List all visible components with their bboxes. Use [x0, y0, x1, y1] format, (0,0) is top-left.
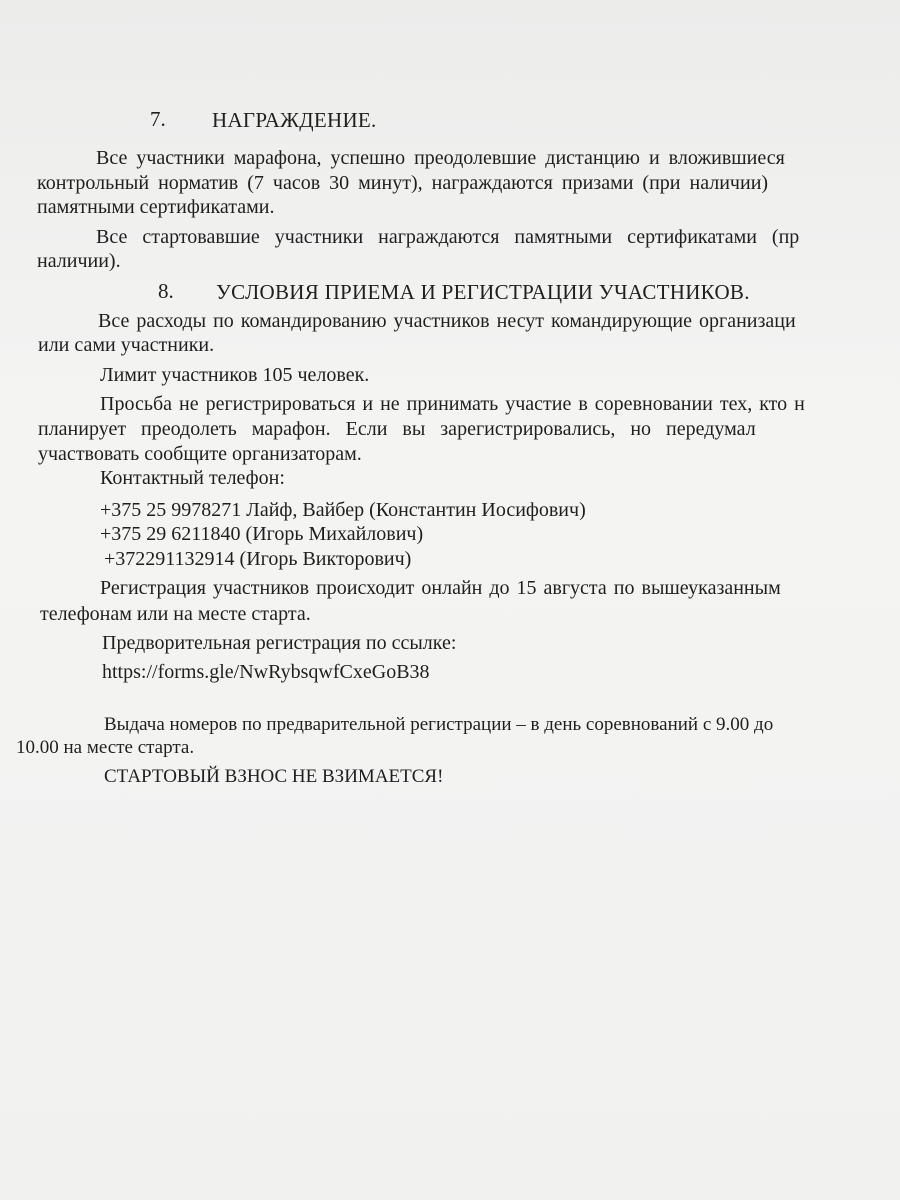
contacts-label: Контактный телефон: [100, 467, 285, 489]
contact-phone-2: +375 29 6211840 (Игорь Михайлович) [100, 523, 424, 545]
registration-line-1: Регистрация участников происходит онлайн до 15 августа по вышеуказанным [100, 577, 781, 599]
certificates-paragraph-line-1: Все стартовавшие участники награждаются памятными сертификатами (пр [96, 226, 800, 248]
request-paragraph-line-3: участвовать сообщите организаторам. [38, 443, 362, 465]
expenses-paragraph-line-2: или сами участники. [38, 334, 215, 356]
certificates-paragraph-line-2: наличии). [37, 250, 121, 272]
fee-note: СТАРТОВЫЙ ВЗНОС НЕ ВЗИМАЕТСЯ! [104, 766, 444, 787]
prereg-label: Предворительная регистрация по ссылке: [102, 632, 457, 654]
numbers-issue-line-1: Выдача номеров по предварительной регистрации – в день соревнований с 9.00 до [104, 714, 774, 735]
contact-phone-1: +375 25 9978271 Лайф, Вайбер (Константин Иосифович) [100, 499, 586, 521]
awards-paragraph-line-3: памятными сертификатами. [37, 196, 275, 218]
awards-paragraph-line-2: контрольный норматив (7 часов 30 минут), награждаются призами (при наличии) [37, 172, 769, 194]
section-7-number: 7. [150, 107, 166, 131]
awards-paragraph-line-1: Все участники марафона, успешно преодолевшие дистанцию и вложившиеся [96, 147, 785, 169]
registration-line-2: телефонам или на месте старта. [40, 603, 311, 625]
expenses-paragraph-line-1: Все расходы по командированию участников несут командирующие организаци [98, 310, 796, 332]
participant-limit: Лимит участников 105 человек. [100, 364, 370, 386]
prereg-link: https://forms.gle/NwRybsqwfCxeGoB38 [102, 661, 430, 683]
section-7-heading: НАГРАЖДЕНИЕ. [212, 108, 377, 132]
request-paragraph-line-2: планирует преодолеть марафон. Если вы зарегистрировались, но передумал [38, 418, 756, 440]
section-8-number: 8. [158, 279, 174, 303]
contact-phone-3: +372291132914 (Игорь Викторович) [104, 548, 412, 570]
numbers-issue-line-2: 10.00 на месте старта. [16, 737, 195, 758]
section-8-heading: УСЛОВИЯ ПРИЕМА И РЕГИСТРАЦИИ УЧАСТНИКОВ. [216, 280, 750, 304]
request-paragraph-line-1: Просьба не регистрироваться и не принимать участие в соревновании тех, кто н [100, 393, 805, 415]
